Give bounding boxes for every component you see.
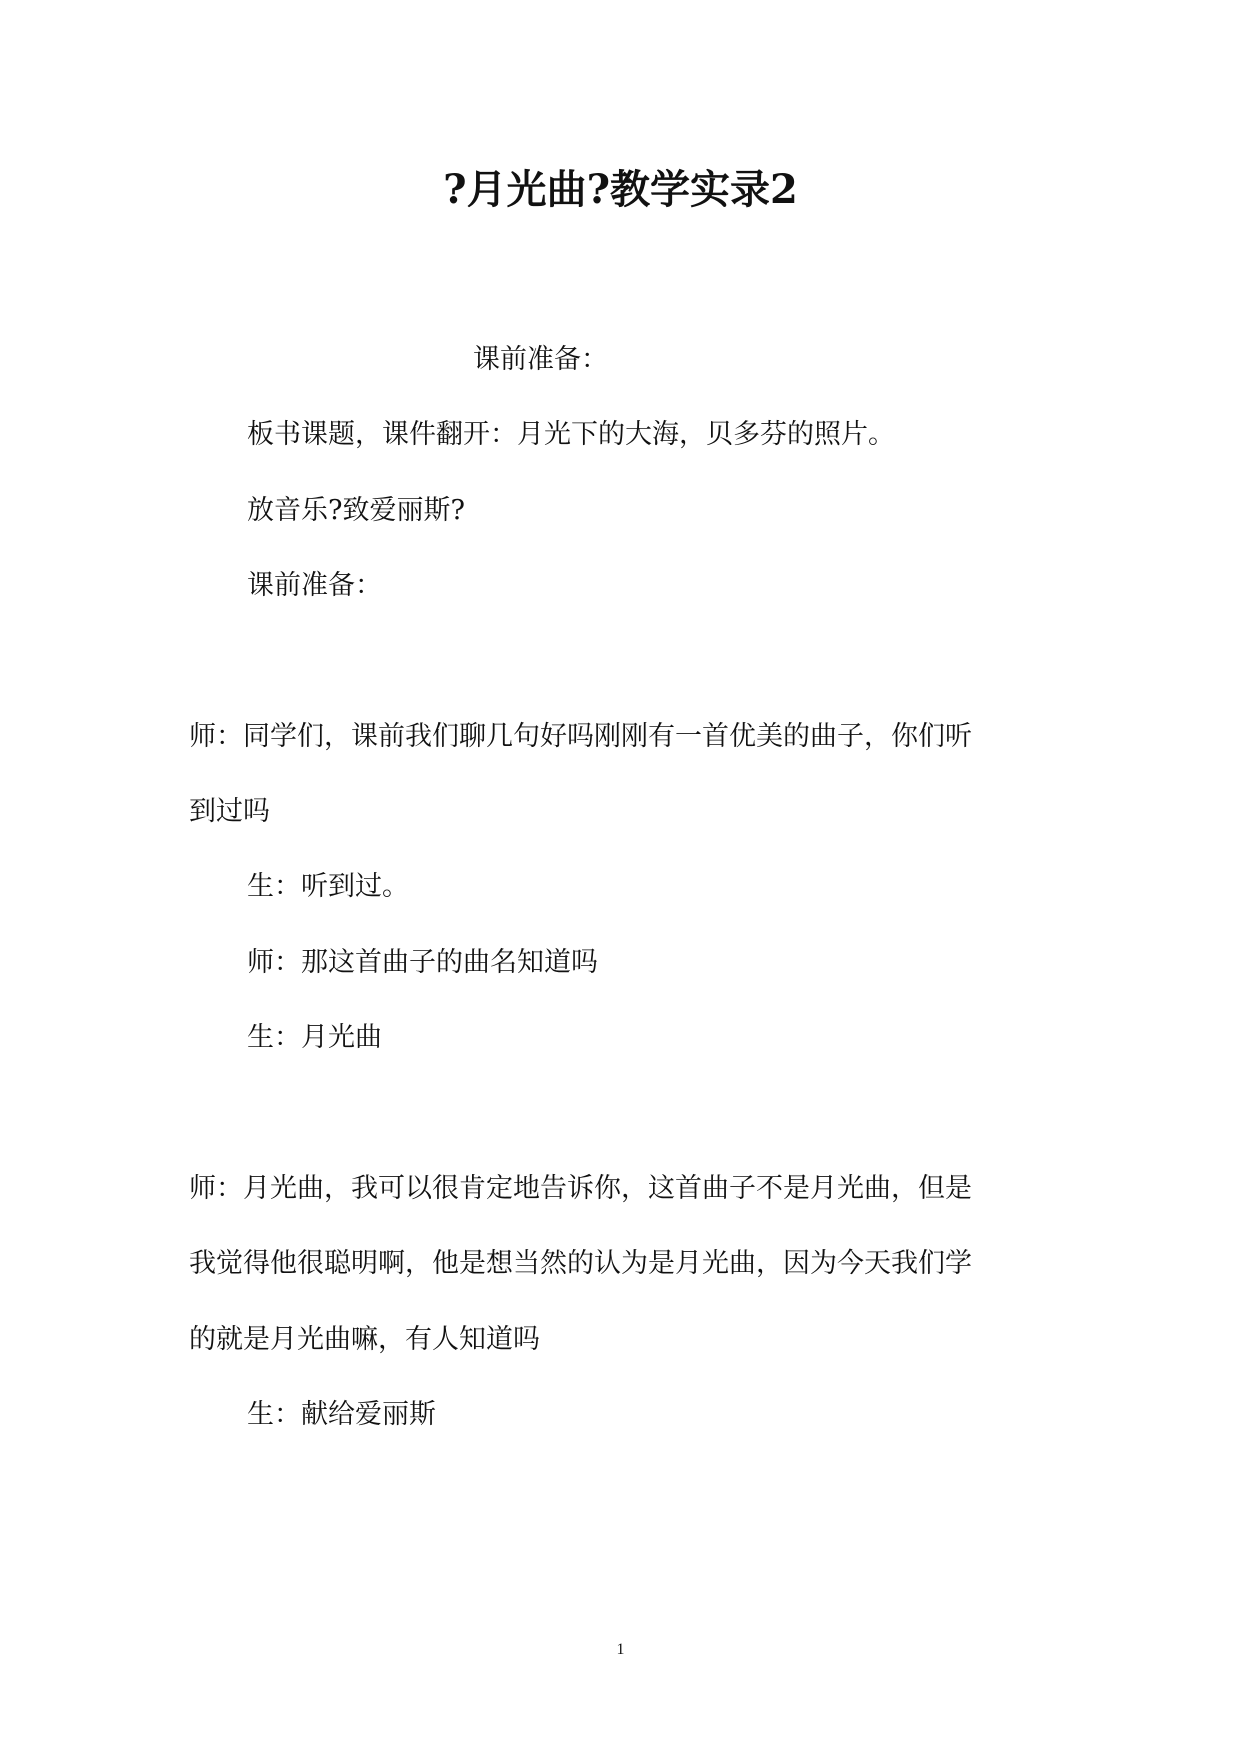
paragraph-line: 我觉得他很聪明啊，他是想当然的认为是月光曲，因为今天我们学 bbox=[189, 1248, 972, 1279]
paragraph-line: 的就是月光曲嘛，有人知道吗 bbox=[189, 1324, 540, 1355]
paragraph-line: 到过吗 bbox=[189, 796, 270, 827]
page-number: 1 bbox=[616, 1641, 625, 1658]
paragraph-line: 课前准备： bbox=[247, 570, 382, 601]
paragraph-line: 生：月光曲 bbox=[247, 1022, 382, 1053]
document-title: ?月光曲?教学实录2 bbox=[443, 166, 798, 213]
paragraph-line: 课前准备： bbox=[473, 344, 608, 375]
paragraph-line: 生：听到过。 bbox=[247, 871, 409, 902]
paragraph-line: 师：月光曲，我可以很肯定地告诉你，这首曲子不是月光曲，但是 bbox=[189, 1173, 972, 1204]
paragraph-line: 师：那这首曲子的曲名知道吗 bbox=[247, 947, 598, 978]
paragraph-line: 放音乐?致爱丽斯? bbox=[247, 495, 465, 526]
paragraph-line: 生：献给爱丽斯 bbox=[247, 1399, 436, 1430]
paragraph-line: 板书课题，课件翻开：月光下的大海，贝多芬的照片。 bbox=[247, 419, 895, 450]
paragraph-line: 师：同学们，课前我们聊几句好吗刚刚有一首优美的曲子，你们听 bbox=[189, 721, 972, 752]
